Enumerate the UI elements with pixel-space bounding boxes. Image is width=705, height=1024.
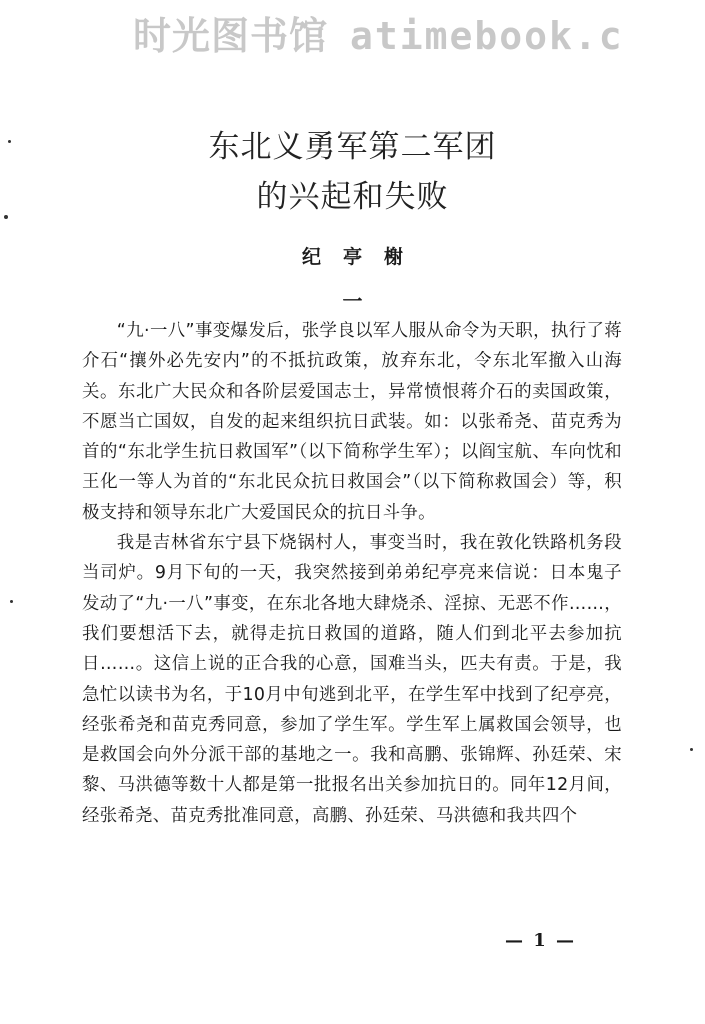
scan-speck [8,140,11,143]
paragraph: 我是吉林省东宁县下烧锅村人，事变当时，我在敦化铁路机务段当司炉。9月下旬的一天，我突然接到弟弟纪亭亮来信说：日本鬼子发动了“九·一八”事变，在东北各地大肆烧杀、淫掠、无恶不作……，我们要想活下去，就得走抗日救国的道路，随人们到北平去参加抗日……。这信上说的正合我的心意，国难当头，匹夫有责。于是，我急忙以读书为名，于10月中旬逃到北平，在学生军中找到了纪亭亮，经张希尧和苗克秀同意，参加了学生军。学生军上属救国会领导，也是救国会向外分派干部的基地之一。我和高鹏、张锦辉、孙廷荣、宋黎、马洪德等数十人都是第一批报名出关参加抗日的。同年12月间，经张希尧、苗克秀批准同意，高鹏、孙廷荣、马洪德和我共四个 [82,533,622,826]
section-number: 一 [342,289,363,313]
article-body [82,316,622,831]
author-name: 纪亭榭 [301,246,425,268]
scan-speck [10,600,13,603]
scan-speck [690,748,693,751]
scan-speck [4,215,8,219]
page-number: — 1 — [505,930,577,951]
watermark-latin: atimebook.c [350,14,624,58]
title-line-1: 东北义勇军第二军团 [208,129,497,165]
article-title [0,122,705,222]
paragraph: “九·一八”事变爆发后，张学良以军人服从命令为天职，执行了蒋介石“攘外必先安内”的不抵抗政策，放弃东北，令东北军撤入山海关。东北广大民众和各阶层爱国志士，异常愤恨蒋介石的卖国政策，不愿当亡国奴，自发的起来组织抗日武装。如：以张希尧、苗克秀为首的“东北学生抗日救国军”（以下简称学生军）；以阎宝航、车向忱和王化一等人为首的“东北民众抗日救国会”（以下简称救国会）等，积极支持和领导东北广大爱国民众的抗日斗争。 [82,321,622,523]
watermark [133,12,705,60]
title-line-2: 的兴起和失败 [256,179,449,215]
watermark-cjk: 时光图书馆 [133,14,329,58]
